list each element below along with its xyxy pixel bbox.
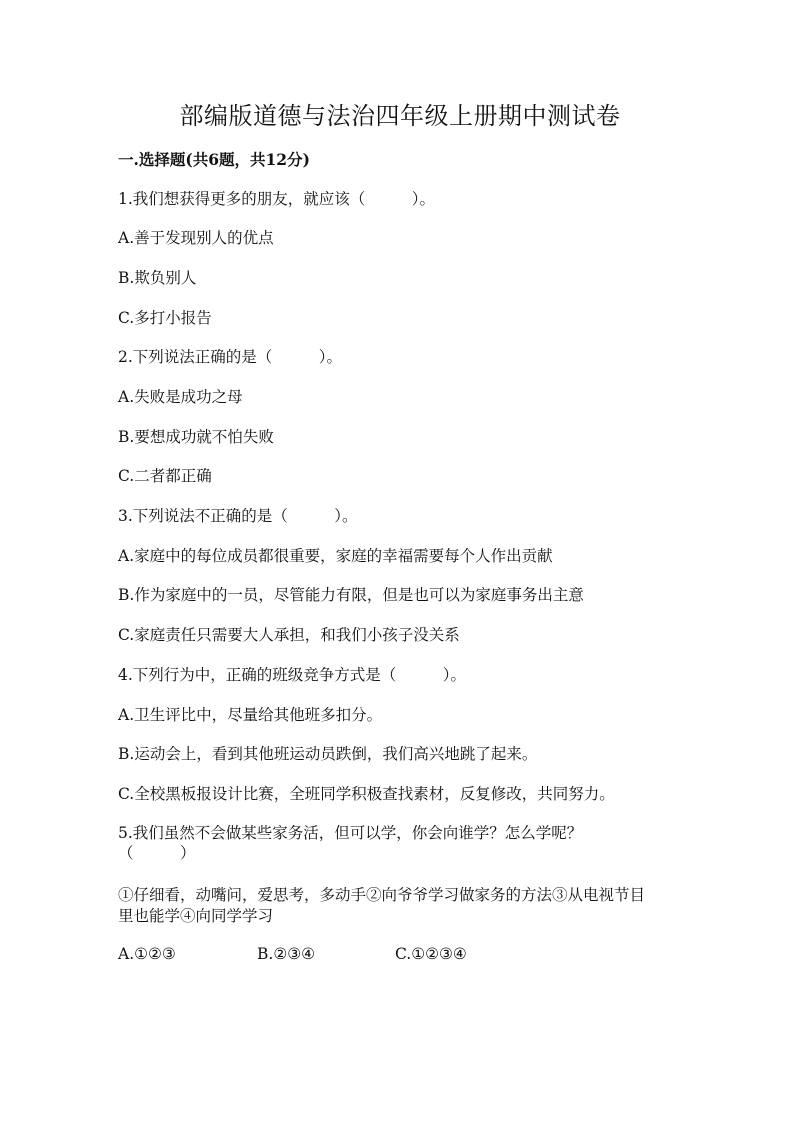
question-1-option-a: A.善于发现别人的优点 — [118, 229, 274, 247]
question-3-option-c: C.家庭责任只需要大人承担，和我们小孩子没关系 — [118, 626, 460, 644]
question-5-option-a: A.①②③ — [118, 945, 176, 963]
question-3-option-a: A.家庭中的每位成员都很重要，家庭的幸福需要每个人作出贡献 — [118, 547, 553, 565]
question-2-stem: 2.下列说法正确的是（ ）。 — [118, 348, 343, 366]
question-2-option-b: B.要想成功就不怕失败 — [118, 428, 274, 446]
question-3-stem: 3.下列说法不正确的是（ ）。 — [118, 507, 358, 525]
question-1-stem: 1.我们想获得更多的朋友，就应该（ ）。 — [118, 190, 436, 208]
question-5-stem: 5.我们虽然不会做某些家务活，但可以学，你会向谁学？怎么学呢？ — [118, 824, 583, 842]
question-2-option-c: C.二者都正确 — [118, 467, 212, 485]
question-1-option-b: B.欺负别人 — [118, 269, 197, 287]
question-5-option-b: B.②③④ — [257, 945, 316, 963]
question-4-option-a: A.卫生评比中，尽量给其他班多扣分。 — [118, 706, 383, 724]
question-2-option-a: A.失败是成功之母 — [118, 388, 243, 406]
question-1-option-c: C.多打小报告 — [118, 309, 212, 327]
question-4-option-b: B.运动会上，看到其他班运动员跌倒，我们高兴地跳了起来。 — [118, 745, 538, 763]
question-4-option-c: C.全校黑板报设计比赛，全班同学积极查找素材，反复修改，共同努力。 — [118, 785, 615, 803]
question-4-stem: 4.下列行为中，正确的班级竞争方式是（ ）。 — [118, 666, 467, 684]
question-5-answer-blank: （ ） — [118, 844, 196, 862]
page-title: 部编版道德与法治四年级上册期中测试卷 — [179, 102, 621, 130]
section-heading: 一.选择题(共6题，共12分) — [118, 150, 310, 169]
question-3-option-b: B.作为家庭中的一员，尽管能力有限，但是也可以为家庭事务出主意 — [118, 586, 584, 604]
question-5-description-line-1: ①仔细看，动嘴问，爱思考，多动手②向爷爷学习做家务的方法③从电视节目 — [118, 886, 646, 904]
question-5-option-c: C.①②③④ — [395, 945, 467, 963]
question-5-description-line-2: 里也能学④向同学学习 — [118, 907, 274, 925]
